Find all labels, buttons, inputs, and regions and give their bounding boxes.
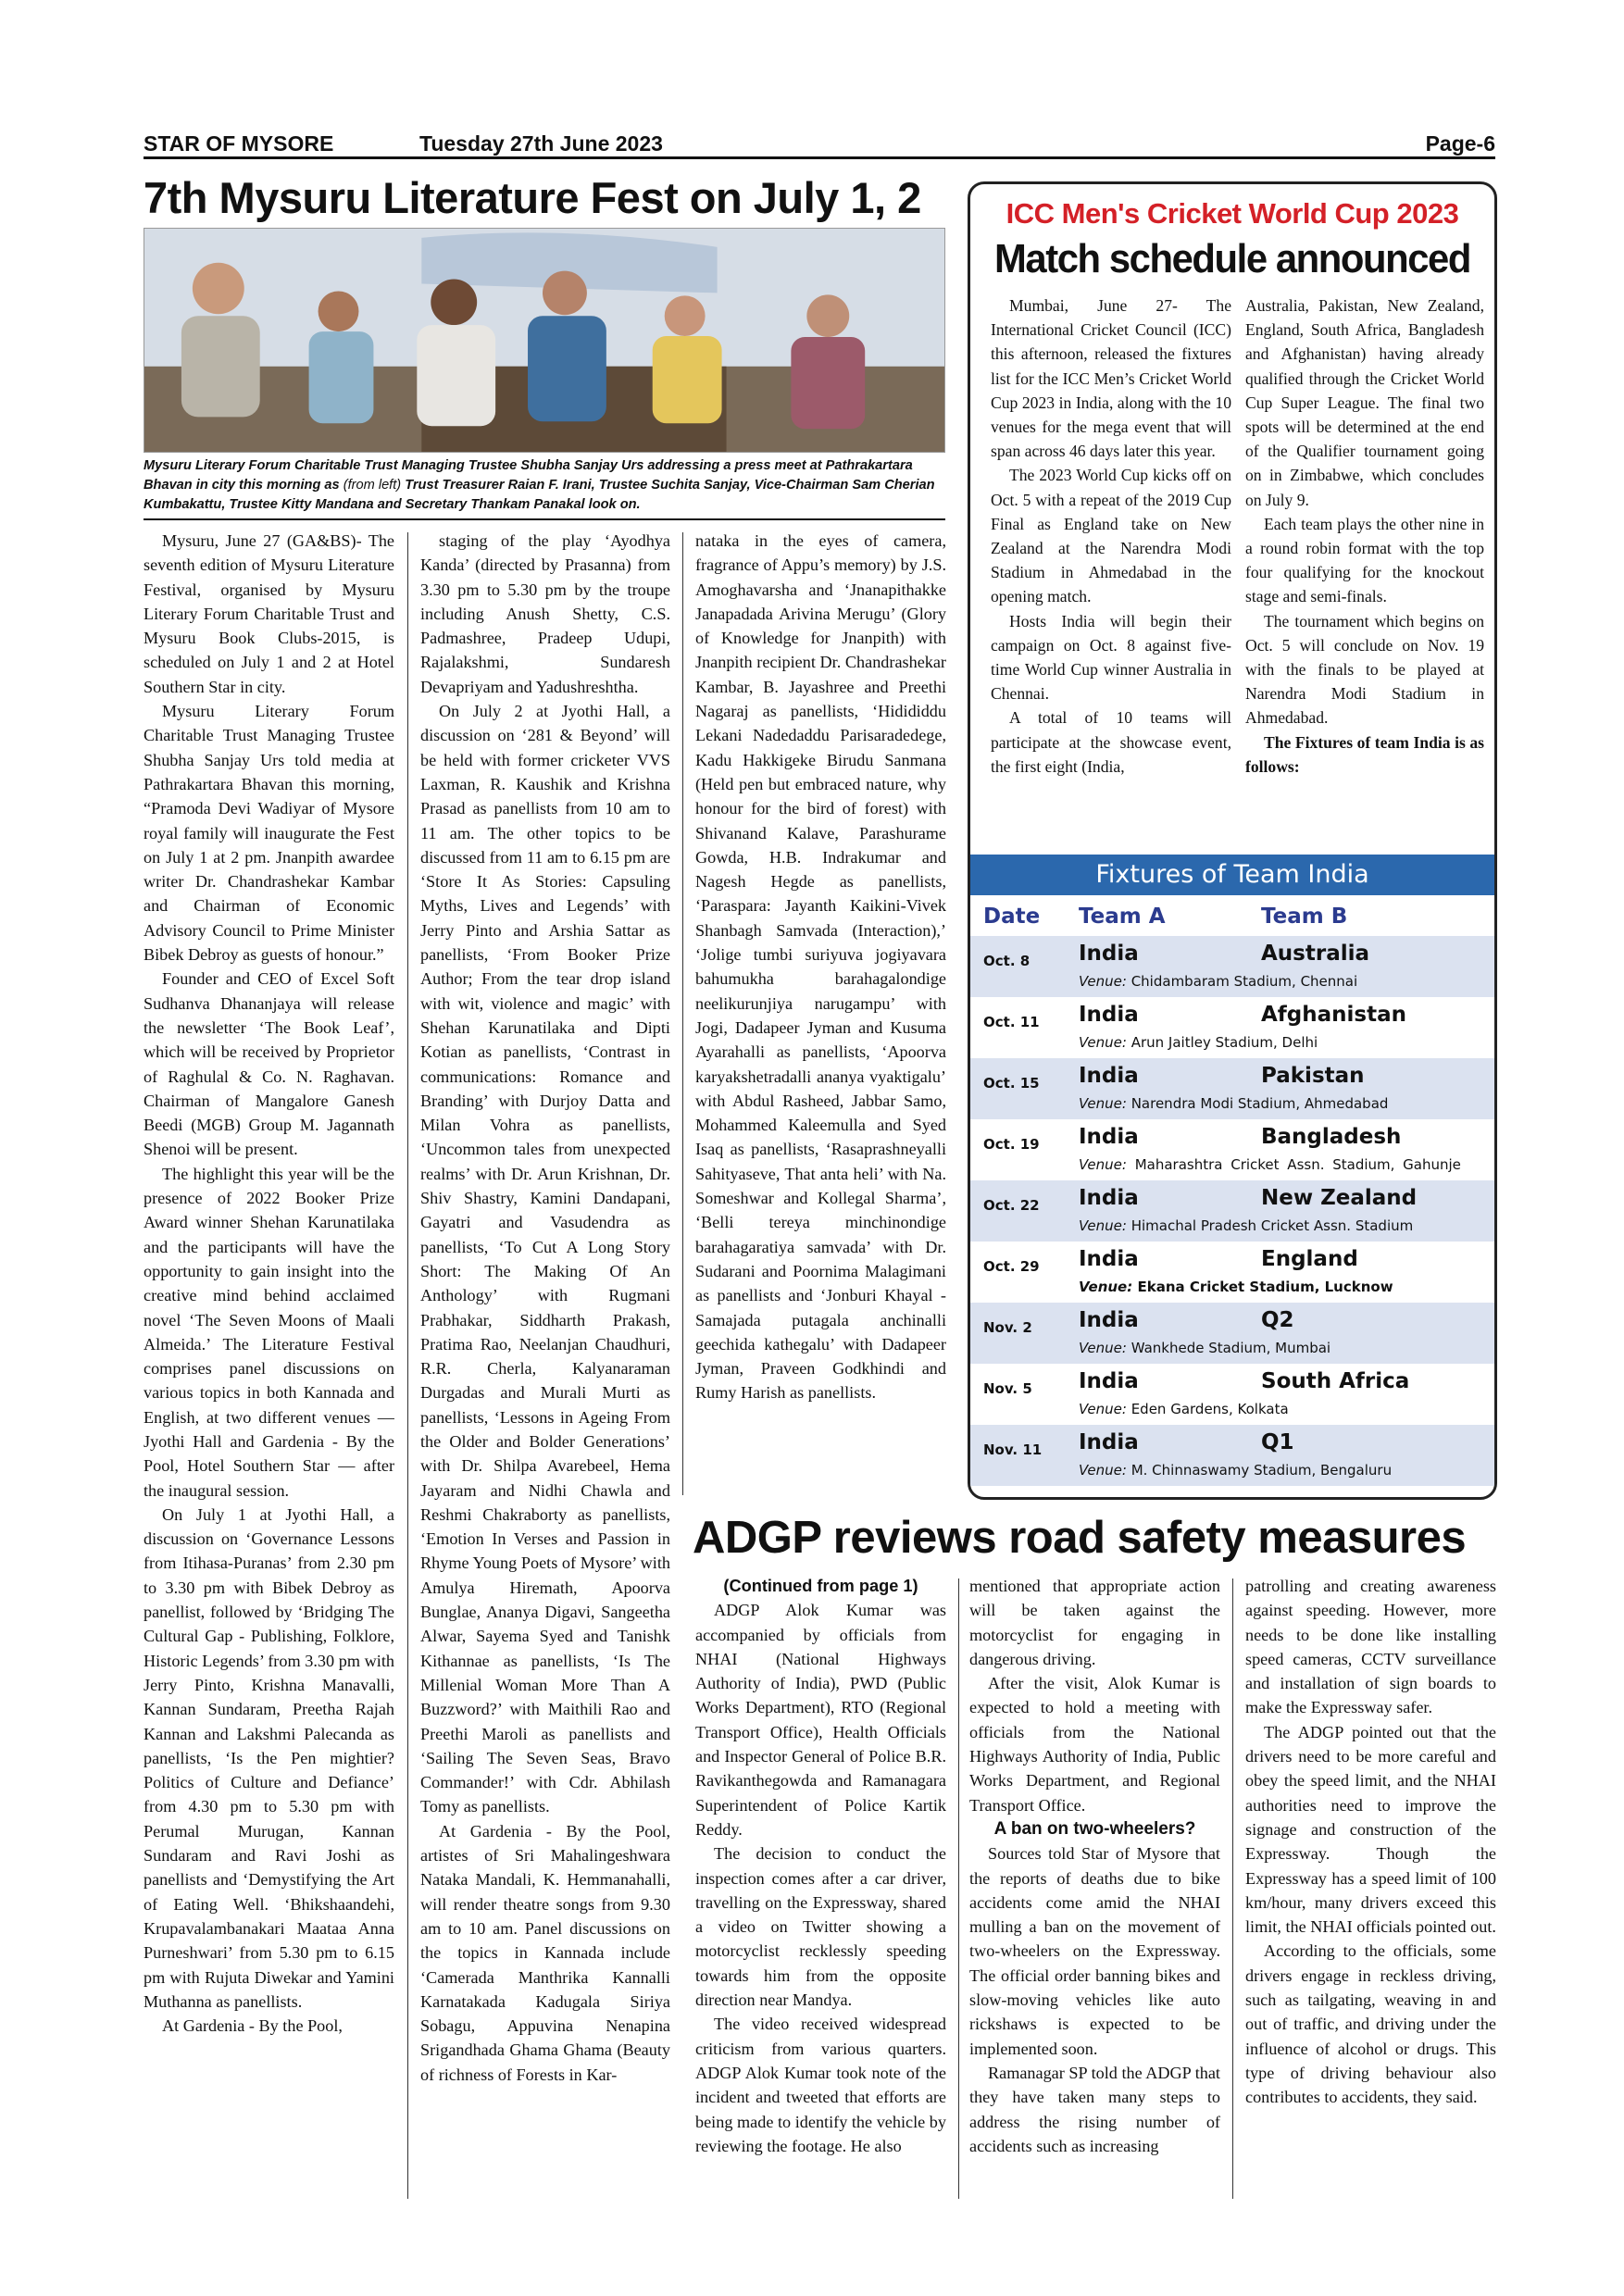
fixture-row: Oct. 19 India Bangladesh Venue: Maharashtra Cricket Assn. Stadium, Gahunje [983,1125,1461,1173]
icc-title: ICC Men's Cricket World Cup 2023 [1006,197,1459,230]
continued-note: (Continued from page 1) [723,1577,918,1595]
adgp-column-3: patrolling and creating awareness against speeding. However, more needs to be done like installing speed cameras, CCTV surveillance and installation of sign boards to make the Expressway safer. The ADGP pointed out that the drivers need to be more careful and obey the speed limit, and the NHAI authorities need to improve the signage and construction of the Expressway. Though the Expressway has a speed limit of 100 km/hour, many drivers exceed this limit, the NHAI officials pointed out. According to the officials, some drivers engage in reckless driving, such as tailgating, weaving in and out of traffic, and driving under the influence of alcohol or drugs. This type of driving behaviour also contributes to accidents, they said. [1245,1577,1496,2107]
fixtures-header-row [970,895,1494,936]
publication-name: STAR OF MYSORE [144,131,334,156]
icc-column-2: Australia, Pakistan, New Zealand, England, South Africa, Bangladesh and Afghanistan) having already qualified through the Cricket World Cup Super League. The final two spots will be determined at the end of the Qualifier tournament going on in Zimbabwe, which concludes on July 9. Each team plays the other nine in a round robin format with the top four qualifying for the knockout stage and semi-finals. The tournament which begins on Oct. 5 will conclude on Nov. 19 with the finals to be played at Narendra Modi Stadium in Ahmedabad. The Fixtures of team India is as follows: [1245,296,1484,776]
fixture-row: Oct. 29 India England Venue: Ekana Cricket Stadium, Lucknow [983,1247,1393,1295]
page-number: Page-6 [1425,131,1495,156]
fixture-row: Nov. 5 India South Africa Venue: Eden Gardens, Kolkata [983,1369,1410,1417]
column-rule [1232,1578,1233,2199]
press-meet-photo [144,228,945,453]
header-team-a: Team A [1079,905,1166,929]
icc-column-1: Mumbai, June 27- The International Cricket Council (ICC) this afternoon, released the fixtures list for the ICC Men’s Cricket World Cup 2023 in India, along with the 10 venues for the mega event that will span across 46 days later this year. The 2023 World Cup kicks off on Oct. 5 with a repeat of the 2019 Cup Final as England take on New Zealand at the Narendra Modi Stadium in Ahmedabad in the opening match. Hosts India will begin their campaign on Oct. 8 against five-time World Cup winner Australia in Chennai. A total of 10 teams will participate at the showcase event, the first eight (India, [991,296,1231,776]
issue-date: Tuesday 27th June 2023 [419,131,663,156]
subheading: A ban on two-wheelers? [993,1818,1196,1839]
header-team-b: Team B [1261,905,1348,929]
fixture-row: Oct. 8 India Australia Venue: Chidambaram Stadium, Chennai [970,936,1494,997]
page-header [144,130,1495,159]
column-rule [958,1578,959,2199]
fixture-row: Oct. 15 India Pakistan Venue: Narendra Modi Stadium, Ahmedabad [970,1058,1494,1119]
adgp-column-1: (Continued from page 1) ADGP Alok Kumar was accompanied by officials from NHAI (National Highways Authority of India), PWD (Public Works Department), RTO (Regional Transport Office), Health Officials and Inspector General of Police B.R. Ravikanthegowda and Ramanagara Superintendent of Police Kartik Reddy. The decision to conduct the inspection comes after a car driver, travelling on the Expressway, shared a video on Twitter showing a motorcyclist recklessly speeding towards him from the opposite direction near Mandya. The video received widespread criticism from various quarters. ADGP Alok Kumar took note of the incident and tweeted that efforts are being made to identify the vehicle by reviewing the footage. He also [695,1574,946,2203]
adgp-headline: ADGP reviews road safety measures [693,1513,1467,1563]
fixture-row: Nov. 2 India Q2 Venue: Wankhede Stadium, Mumbai [970,1303,1494,1364]
column-rule [682,532,683,1495]
icc-subtitle: Match schedule announced [994,236,1470,281]
fixture-row: Nov. 11 India Q1 Venue: M. Chinnaswamy Stadium, Bengaluru [970,1425,1494,1486]
fixtures-title: Fixtures of Team India [970,855,1494,895]
header-date: Date [983,905,1041,929]
litfest-column-3: nataka in the eyes of camera, fragrance of Appu’s memory) by J.S. Amoghavarsha and ‘Jnanapithakke Janapadada Arivina Merugu’ (Glory of Knowledge for Jnanpith) with Jnanpith recipient Dr. Chandrashekar Kambar, B. Jayashree and Preethi Nagaraj as panellists, ‘Hidididdu Lekani Nadedaddu Parisaradedege, Kadu Hakkigeke Birudu Sanmana (Held pen but embraced nature, why honour for the bird of forest) with Shivanand Kalave, Parashurame Gowda, H.B. Indrakumar and Nagesh Hegde as panellists, ‘Paraspara: Jayanth Kaikini-Vivek Shanbagh Samvada (Interaction),’ ‘Jolige tumbi suriyuva jogiyavara bahumukha barahagalondige neelikurunjiya narugampu’ with Jogi, Dadapeer Jyman and Kusuma Ayarahalli as panellists, ‘Apoorva karyakshetradalli ananya vyaktigalu’ with Abdul Rasheed, Jabbar Samo, Mohammed Kaleemulla and Syed Isaq as panellists, ‘Rasaprashneyalli Sahityaseve, That anta heli’ with Na. Someshwar and Kollegal Sharma’, ‘Belli tereya minchinondige barahagaratiya samvada’ with Dr. Sudarani and Poornima Malagimani as panellists and ‘Jonburi Khayal - Samajada putagala anchinalli geechida kathegalu’ with Dadapeer Jyman, Praveen Godkhindi and Rumy Harish as panellists. [695,531,946,1403]
litfest-column-2: staging of the play ‘Ayodhya Kanda’ (directed by Prasanna) from 3.30 pm to 5.30 pm by the troupe including Anush Shetty, C.S. Padmashree, Pradeep Udupi, Rajalakshmi, Sundaresh Devapriyam and Yadushreshtha. On July 2 at Jyothi Hall, a discussion on ‘281 & Beyond’ will be held with former cricketer VVS Laxman, R. Kaushik and Krishna Prasad as panellists from 10 am to 11 am. The other topics to be discussed from 11 am to 6.15 pm are ‘Store It As Stories: Capsuling Myths, Lives and Legends’ with Jerry Pinto and Arshia Sattar as panellists, ‘From Booker Prize Author; From the tear drop island with wit, violence and magic’ with Shehan Karunatilaka and Dipti Kotian as panellists, ‘Contrast in communications: Romance and Branding’ with Durjoy Datta and Milan Vohra as panellists, ‘Uncommon tales from unexpected realms’ with Dr. Arun Krishnan, Dr. Shiv Shastry, Kamini Dandapani, Gayatri and Vasudendra as panellists, ‘To Cut A Long Story Short: The Making Of An Anthology’ with Rugmani Prabhakar, Siddharth Prakash, Pratima Rao, Neelanjan Chaudhuri, R.R. Cherla, Kalyanaraman Durgadas and Murali Murti as panellists, ‘Lessons in Ageing From the Older and Bolder Generations’ with Dr. Shilpa Avarebeel, Hema Jayaram and Nidhi Chawla and Reshmi Chakraborty as panellists, ‘Emotion In Verses and Passion in Rhyme Young Poets of Mysore’ with Amulya Hiremath, Apoorva Bunglae, Ananya Digavi, Sangeetha Alwar, Sayema Syed and Tanishk Kithannae as panellists, ‘Is The Millenial Woman More Than A Buzzword?’ with Maithili Rao and Preethi Maroli as panellists and ‘Sailing The Seven Seas, Bravo Commander!’ with Cdr. Abhilash Tomy as panellists. At Gardenia - By the Pool, artistes of Sri Mahalingeshwara Nataka Mandali, K. Hemmanahalli, will render theatre songs from 9.30 am to 10 am. Panel discussions on the topics in Kannada include ‘Camerada Manthrika Kannalli Karnatakada Kadugala Siriya Sobagu, Appuvina Nenapina Srigandhada Ghama Ghama (Beauty of richness of Forests in Kar- [420,531,670,2084]
litfest-column-1: Mysuru, June 27 (GA&BS)- The seventh edition of Mysuru Literature Festival, organised by Mysuru Literary Forum Charitable Trust and Mysuru Book Clubs-2015, is scheduled on July 1 and 2 at Hotel Southern Star in city. Mysuru Literary Forum Charitable Trust Managing Trustee Shubha Sanjay Urs told media at Pathrakartara Bhavan this morning, “Pramoda Devi Wadiyar of Mysore royal family will inaugurate the Fest on July 1 at 2 pm. Jnanpith awardee writer Dr. Chandrashekar Kambar and Chairman of Economic Advisory Council to Prime Minister Bibek Debroy as guests of honour.” Founder and CEO of Excel Soft Sudhanva Dhananjaya will release the newsletter ‘The Book Leaf’, which will be received by Proprietor of Raghulal & Co. N. Raghavan. Chairman of Mangalore Ganesh Beedi (MGB) Group M. Jagannath Shenoi will be present. The highlight this year will be the presence of 2022 Booker Prize Award winner Shehan Karunatilaka and the participants will have the opportunity to gain insight into the creative mind behind acclaimed novel ‘The Seven Moons of Maali Almeida.’ The Literature Festival comprises panel discussions on various topics in both Kannada and English, at two different venues — Jyothi Hall and Gardenia - By the Pool, Hotel Southern Star — after the inaugural session. On July 1 at Jyothi Hall, a discussion on ‘Governance Lessons from Itihasa-Puranas’ from 2.30 pm to 3.30 pm with Bibek Debroy as panellist, followed by ‘Bridging The Cultural Gap - Publishing, Folklore, Historic Legends’ from 3.30 pm with Jerry Pinto, Krishna Manavalli, Kannan Sundaram, Preetha Rajah Kannan and Lakshmi Palecanda as panellists, ‘Is the Pen mightier? Politics of Culture and Defiance’ from 4.30 pm to 5.30 pm with Perumal Murugan, Kannan Sundaram and Ravi Joshi as panellists and ‘Demystifying the Art of Eating Well. ‘Bhikshaandehi, Krupavalambanakari Maataa Anna Purneshwari’ from 5.30 pm to 6.15 pm with Rujuta Diwekar and Yamini Muthanna as panellists. At Gardenia - By the Pool, [144,531,394,2036]
fixtures-table [970,855,1494,1486]
fixture-row: Oct. 11 India Afghanistan Venue: Arun Jaitley Stadium, Delhi [983,1003,1407,1051]
adgp-column-2: mentioned that appropriate action will be taken against the motorcyclist for engaging in dangerous driving. After the visit, Alok Kumar is expected to hold a meeting with officials from the National Highways Authority of India, Public Works Department, and Regional Transport Office. A ban on two-wheelers? Sources told Star of Mysore that the reports of deaths due to bike accidents come amid the NHAI mulling a ban on the movement of two-wheelers on the Expressway. The official order banning bikes and slow-moving vehicles like auto rickshaws is expected to be implemented soon. Ramanagar SP told the ADGP that they have taken many steps to address the rising number of accidents such as increasing [969,1577,1220,2155]
icc-schedule-box [968,181,1497,1500]
litfest-headline: 7th Mysuru Literature Fest on July 1, 2 [144,173,921,222]
column-rule [407,532,408,2199]
fixture-row: Oct. 22 India New Zealand Venue: Himachal Pradesh Cricket Assn. Stadium [970,1180,1494,1242]
photo-caption: Mysuru Literary Forum Charitable Trust Managing Trustee Shubha Sanjay Urs addressing a press meet at Pathrakartara Bhavan in city this morning as (from left) Trust Treasurer Raian F. Irani, Trustee Suchita Sanjay, Vice-Chairman Sam Cherian Kumbakattu, Trustee Kitty Mandana and Secretary Thankam Panakal look on. [144,456,945,520]
